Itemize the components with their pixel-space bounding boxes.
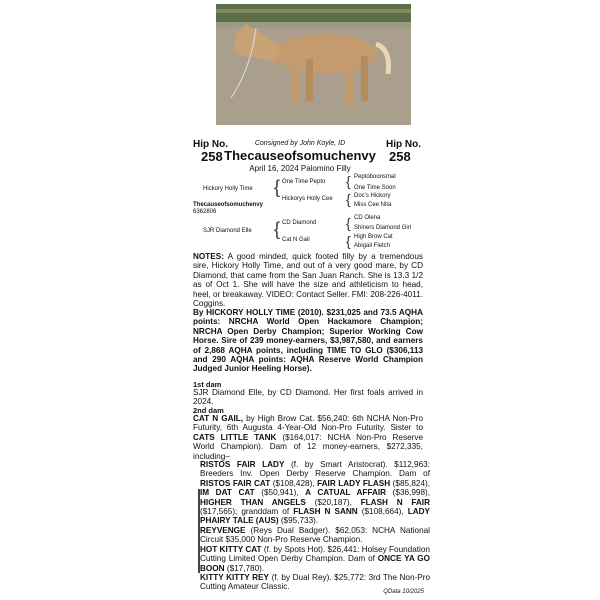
produce-4-name: KITTY KITTY REY [200,573,269,582]
produce-1-g6: FLASH N FAIR [360,497,430,507]
notes-text: A good minded, quick footed filly by a tremendous sire, Hickory Holly Time, and out of a very good mare, by CD Diamond, that came from the San Juan Ranch. She is 13.3 1/2 as of Oct 1. She will have the size and athleticism to head, heel, or breakaway. VIDEO: Contact Seller. FMI: 208-226-4011. Coggins. [193,252,423,309]
produce-4-text: (f. by Dual Rey). $25,772: 3rd The Non-Pro Cutting Amateur Classic. [200,573,431,592]
produce-1-g2v: ($85,824), [392,478,430,488]
pedigree-dam: SJR Diamond Elle [203,228,252,234]
brace-ss: { [346,173,351,189]
brace-sire: { [274,177,281,197]
pedigree-sd-sire: Doc's Hickory [354,193,391,199]
produce-1-g7: FLASH N SANN [293,507,358,517]
pedigree-reg-number: 6362806 [193,209,217,215]
brace-ds: { [346,215,351,231]
produce-1-g5: HIGHER THAN ANGELS [200,497,306,507]
brace-sd: { [346,191,351,207]
pedigree-ds-sire: CD Olena [354,215,381,221]
pedigree-ss-dam: One Time Soon [354,185,396,191]
produce-2-text: (Reys Dual Badger). $62,053: NCHA National Circuit $35,000 Non-Pro Reserve Champion. [200,526,431,545]
produce-1-g8: LADY PHAIRY TALE (AUS) [200,507,431,526]
produce-1-g1v: ($108,428), [272,478,315,488]
produce-1-g3: IM DAT CAT [200,488,255,498]
pedigree-d-sire: CD Diamond [282,220,317,226]
produce-1-g4: A CATUAL AFFAIR [305,488,387,498]
produce-3-g1v: ($17,780). [226,563,265,573]
produce-2 [193,526,430,545]
produce-1-g7v: ($108,664), [361,507,404,517]
produce-1-g4v: ($36,998), [392,488,430,498]
produce-3-name: HOT KITTY CAT [200,545,262,554]
brace-dam: { [274,219,281,239]
produce-3-g1: ONCE YA GO BOON [200,554,430,573]
second-dam-name: CAT N GAIL, [193,414,244,423]
produce-1-text: (f. by Smart Aristocrat). $112,963: Breeders Inv. Open Derby Reserve Champion. Dam of [200,460,430,479]
produce-1 [193,460,430,526]
produce-2-name: REYVENGE [200,526,246,535]
produce-1-g3v: ($50,941), [261,488,299,498]
consignor: Consigned by John Koyle, ID [254,140,346,147]
produce-1-g1: RISTOS FAIR CAT [200,478,271,488]
pedigree-sd-dam: Miss Cee Nita [354,202,392,208]
hip-label-right: Hip No. [386,139,421,150]
produce-3-text: (f. by Spots Hot). $26,441: Holsey Foundation Cutting Limited Open Derby Champion. Dam of [200,545,430,564]
hip-number-right: 258 [389,149,411,164]
produce-3 [193,545,430,573]
horse-photo [216,4,411,125]
second-dam-sister: CATS LITTLE TANK [193,432,277,442]
horse-name: Thecauseofsomuchenvy [224,148,376,163]
first-dam-label: 1st dam [193,380,222,389]
pedigree-subject: Thecauseofsomuchenvy [193,202,264,208]
hip-label-left: Hip No. [193,139,228,150]
pedigree-ss-sire: Peptoboonsmal [354,174,396,180]
pedigree-dd-dam: Abigail Fletch [354,243,391,249]
foaling-info: April 16, 2024 Palomino Filly [249,164,351,173]
produce-1-g2: FAIR LADY FLASH [317,478,391,488]
brace-dd: { [346,233,351,249]
produce-1-g6v: ($17,565); granddam of [200,507,290,517]
sire-summary: By HICKORY HOLLY TIME (2010). $231,025 and 73.5 AQHA points: NRCHA World Open Hackamore Champion; NRCHA Open Derby Champion; Superior Working Cow Horse. Sire of 239 money-earners, $3,987,580, and earners of 2,868 AQHA points, including TIME TO GLO ($306,113 and 290 AQHA points: AQHA Reserve World Champion Judged Junior Heeling Horse). [193,308,423,374]
pedigree-s-dam: Hickorys Holly Cee [282,196,333,202]
notes-label: NOTES: [193,252,224,261]
pedigree-sire: Hickory Holly Time [203,186,253,192]
hip-number-left: 258 [201,149,223,164]
notes-paragraph [193,252,423,308]
pedigree-dd-sire: High Brow Cat [354,234,393,240]
footer-qdata: QData 10/2025 [383,589,424,595]
second-dam-text [193,414,423,461]
pedigree-d-dam: Cat N Gail [282,237,310,243]
produce-1-g8v: ($95,733). [280,516,319,526]
second-dam-text2: ($164,017: NCHA Non-Pro Reserve World Champion). Dam of 12 money-earners, $272,335, including– [193,432,423,461]
produce-1-g5v: ($20,187), [314,497,352,507]
second-dam-text1: by High Brow Cat. $56,240: 6th NCHA Non-Pro Futurity, 6th Augusta 4-Year-Old Non-Pro Futurity. Sister to [193,414,423,433]
produce-1-name: RISTOS FAIR LADY [200,460,285,469]
first-dam-text: SJR Diamond Elle, by CD Diamond. Her first foals arrived in 2024. [193,388,423,407]
second-dam-label: 2nd dam [193,406,224,415]
pedigree-ds-dam: Shiners Diamond Girl [354,225,412,231]
pedigree-s-sire: One Time Pepto [282,179,326,185]
